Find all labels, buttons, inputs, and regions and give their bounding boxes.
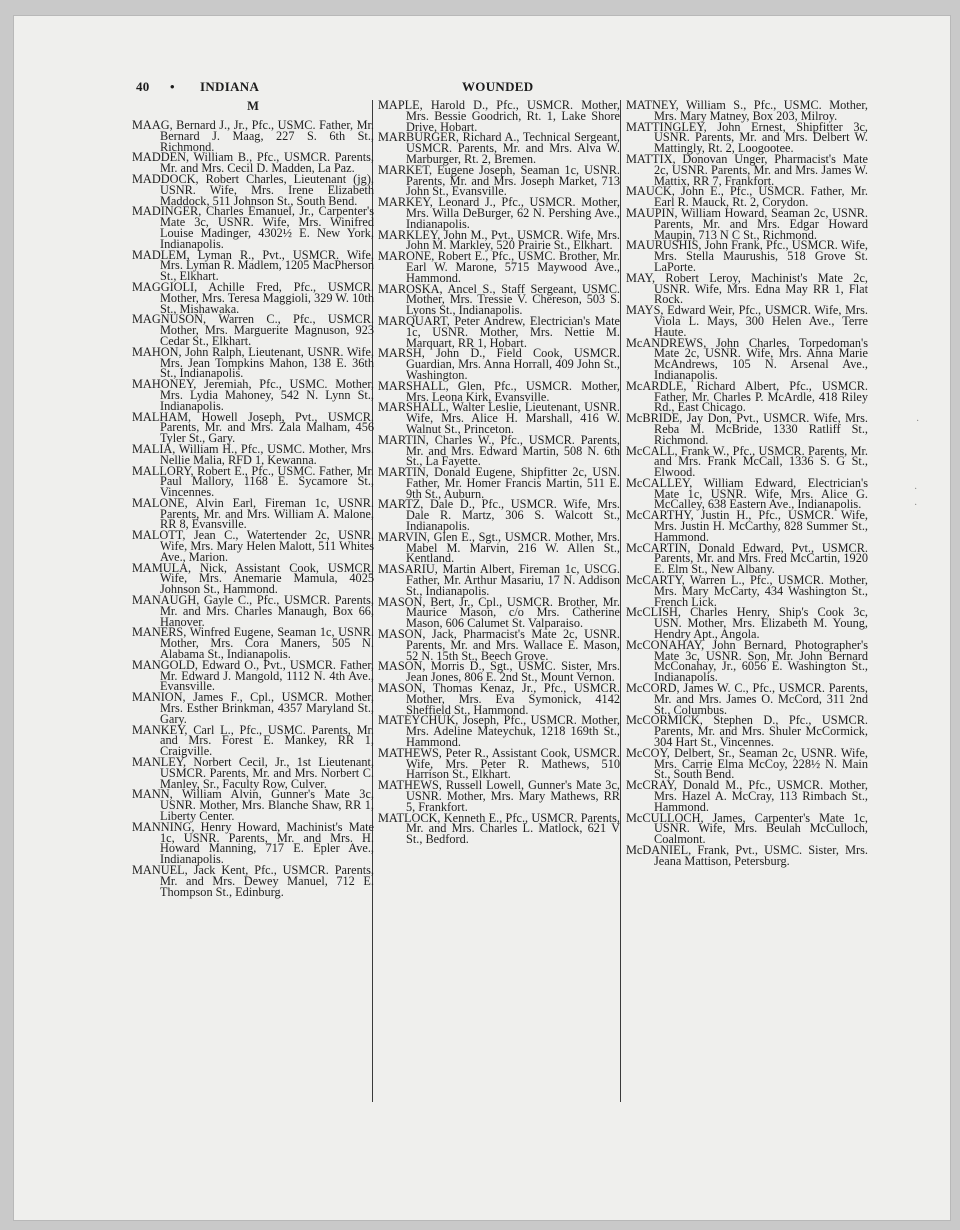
roster-entry: McCARTIN, Donald Edward, Pvt., USMCR. Parents, Mr. and Mrs. Fred McCartin, 1920 E. Elm St., New Albany.	[626, 540, 868, 577]
roster-entry: MANKEY, Carl L., Pfc., USMC. Parents, Mr. and Mrs. Forest E. Mankey, RR 1, Craigville.	[132, 722, 374, 759]
page-title: WOUNDED	[462, 79, 534, 94]
roster-entry: MARVIN, Glen E., Sgt., USMCR. Mother, Mrs. Mabel M. Marvin, 216 W. Allen St., Kentland.	[378, 529, 620, 566]
roster-entry: MARTIN, Donald Eugene, Shipfitter 2c, USN. Father, Mr. Homer Francis Martin, 511 E. 9th St., Auburn.	[378, 465, 620, 501]
roster-entry: MARKLEY, John M., Pvt., USMCR. Wife, Mrs. John M. Markley, 520 Prairie St., Elkhart.	[378, 227, 620, 253]
roster-entry: McDANIEL, Frank, Pvt., USMC. Sister, Mrs. Jeana Mattison, Petersburg.	[626, 842, 868, 868]
roster-entry: MANNING, Henry Howard, Machinist's Mate 1c, USNR. Parents, Mr. and Mrs. H. Howard Manning, 717 E. Epler Ave., Indianapolis.	[132, 819, 374, 867]
roster-entry: MARKEY, Leonard J., Pfc., USMCR. Mother, Mrs. Willa DeBurger, 62 N. Pershing Ave., Indianapolis.	[378, 195, 620, 231]
roster-entry: MARSH, John D., Field Cook, USMCR. Guardian, Mrs. Anna Horrall, 409 John St., Washington.	[378, 346, 620, 382]
roster-entry: McARDLE, Richard Albert, Pfc., USMCR. Father, Mr. Charles P. McArdle, 418 Riley Rd., East Chicago.	[626, 378, 868, 415]
roster-entry: MAGGIOLI, Achille Fred, Pfc., USMCR. Mother, Mrs. Teresa Maggioli, 329 W. 10th St., Mishawaka.	[132, 279, 374, 316]
roster-entry: MARBURGER, Richard A., Technical Sergeant, USMCR. Parents, Mr. and Mrs. Alva W. Marburger, Rt. 2, Bremen.	[378, 130, 620, 166]
roster-entry: MALIA, William H., Pfc., USMC. Mother, Mrs. Nellie Malia, RFD 1, Kewanna.	[132, 441, 374, 467]
roster-entry: McCARTY, Warren L., Pfc., USMCR. Mother, Mrs. Mary McCarty, 434 Washington St., French Lick.	[626, 573, 868, 609]
column-divider	[620, 100, 621, 1102]
column-2	[378, 100, 620, 845]
roster-entry: MAHONEY, Jeremiah, Pfc., USMC. Mother, Mrs. Lydia Mahoney, 542 N. Lynn St., Indianapolis.	[132, 377, 374, 413]
roster-entry: McCARTHY, Justin H., Pfc., USMCR. Wife, Mrs. Justin H. McCarthy, 828 Summer St., Hammond.	[626, 508, 868, 544]
roster-entry: McCORD, James W. C., Pfc., USMCR. Parents, Mr. and Mrs. James O. McCord, 311 2nd St., Columbus.	[626, 681, 868, 717]
roster-entry: MARTIN, Charles W., Pfc., USMCR. Parents, Mr. and Mrs. Edward Martin, 508 N. 6th St., La Fayette.	[378, 432, 620, 469]
roster-entry: MARSHALL, Walter Leslie, Lieutenant, USNR. Wife, Mrs. Alice H. Marshall, 416 W. Walnut St., Princeton.	[378, 400, 620, 436]
roster-entry: MAROSKA, Ancel S., Staff Sergeant, USMC. Mother, Mrs. Tressie V. Chereson, 503 S. Lyons St., Indianapolis.	[378, 281, 620, 318]
state-name: INDIANA	[200, 79, 260, 94]
page-number: 40	[136, 79, 150, 94]
roster-entry: MAPLE, Harold D., Pfc., USMCR. Mother, Mrs. Bessie Goodrich, Rt. 1, Lake Shore Drive, Hobart.	[378, 98, 620, 134]
roster-entry: MANAUGH, Gayle C., Pfc., USMCR. Parents, Mr. and Mrs. Charles Manaugh, Box 66, Hanover.	[132, 593, 374, 629]
roster-entry: MAMULA, Nick, Assistant Cook, USMCR. Wife, Mrs. Anemarie Mamula, 4025 Johnson St., Hammond.	[132, 560, 374, 597]
roster-entry: MAUPIN, William Howard, Seaman 2c, USNR. Parents, Mr. and Mrs. Edgar Howard Maupin, 713 N C St., Richmond.	[626, 205, 868, 242]
roster-entry: MALLORY, Robert E., Pfc., USMC. Father, Mr. Paul Mallory, 1168 E. Sycamore St., Vincennes.	[132, 463, 374, 500]
roster-entry: McCOY, Delbert, Sr., Seaman 2c, USNR. Wife, Mrs. Carrie Elma McCoy, 228½ N. Main St., South Bend.	[626, 745, 868, 782]
roster-entry: MARSHALL, Glen, Pfc., USMCR. Mother, Mrs. Leona Kirk, Evansville.	[378, 378, 620, 404]
header-bullet: •	[170, 79, 175, 94]
scan-speck: ·	[916, 416, 920, 427]
roster-entry: MASON, Bert, Jr., Cpl., USMCR. Brother, Mr. Maurice Mason, c/o Mrs. Catherine Mason, 606 Calumet St. Valparaiso.	[378, 594, 620, 631]
roster-entry: MAY, Robert Leroy, Machinist's Mate 2c, USNR. Wife, Mrs. Edna May RR 1, Flat Rock.	[626, 270, 868, 307]
roster-entry: MALHAM, Howell Joseph, Pvt., USMCR. Parents, Mr. and Mrs. Zala Malham, 456 Tyler St., Gary.	[132, 409, 374, 446]
roster-entry: MASON, Jack, Pharmacist's Mate 2c, USNR. Parents, Mr. and Mrs. Wallace E. Mason, 52 N. 15th St., Beech Grove.	[378, 627, 620, 663]
roster-entry: MATEYCHUK, Joseph, Pfc., USMCR. Mother, Mrs. Adeline Mateychuk, 1218 169th St., Hammond.	[378, 713, 620, 750]
roster-entry: McCALLEY, William Edward, Electrician's Mate 1c, USNR. Wife, Mrs. Alice G. McCalley, 638 Eastern Ave., Indianapolis.	[626, 475, 868, 512]
roster-entry: McCALL, Frank W., Pfc., USMCR. Parents, Mr. and Mrs. Frank McCall, 1336 S. G St., Elwood.	[626, 443, 868, 480]
roster-entry: MAGNUSON, Warren C., Pfc., USMCR. Mother, Mrs. Marguerite Magnuson, 923 Cedar St., Elkhart.	[132, 312, 374, 348]
roster-entry: McANDREWS, John Charles, Torpedoman's Mate 2c, USNR. Wife, Mrs. Anna Marie McAndrews, 105 N. Arsenal Ave., Indianapolis.	[626, 335, 868, 382]
roster-entry: MAYS, Edward Weir, Pfc., USMCR. Wife, Mrs. Viola L. Mays, 300 Helen Ave., Terre Haute.	[626, 303, 868, 339]
roster-entry: MATTIX, Donovan Unger, Pharmacist's Mate 2c, USNR. Parents, Mr. and Mrs. James W. Mattix, RR 7, Frankfort.	[626, 151, 868, 188]
column-3	[626, 100, 868, 867]
roster-entry: McCORMICK, Stephen D., Pfc., USMCR. Parents, Mr. and Mrs. Shuler McCormick, 304 Hart St., Vincennes.	[626, 713, 868, 750]
roster-entry: MASON, Morris D., Sgt., USMC. Sister, Mrs. Jean Jones, 806 E. 2nd St., Mount Vernon.	[378, 659, 620, 685]
roster-entry: MARTZ, Dale D., Pfc., USMCR. Wife, Mrs. Dale R. Martz, 306 S. Walcott St., Indianapolis.	[378, 497, 620, 534]
roster-entry: MASARIU, Martin Albert, Fireman 1c, USCG. Father, Mr. Arthur Masariu, 17 N. Addison St., Indianapolis.	[378, 562, 620, 598]
roster-entry: MANION, James F., Cpl., USMCR. Mother, Mrs. Esther Brinkman, 4357 Maryland St., Gary.	[132, 690, 374, 726]
roster-entry: MANN, William Alvin, Gunner's Mate 3c, USNR. Mother, Mrs. Blanche Shaw, RR 1, Liberty Center.	[132, 787, 374, 823]
page-header	[136, 79, 866, 97]
roster-entry: MALOTT, Jean C., Watertender 2c, USNR. Wife, Mrs. Mary Helen Malott, 511 Whites Ave., Marion.	[132, 528, 374, 564]
roster-entry: MARQUART, Peter Andrew, Electrician's Mate 1c, USNR. Mother, Mrs. Nettie M. Marquart, RR 1, Hobart.	[378, 313, 620, 350]
roster-entry: MADDEN, William B., Pfc., USMCR. Parents, Mr. and Mrs. Cecil D. Madden, La Paz.	[132, 150, 374, 176]
roster-entry: McCLISH, Charles Henry, Ship's Cook 3c, USN. Mother, Mrs. Elizabeth M. Young, Hendry Apt., Angola.	[626, 605, 868, 642]
roster-entry: MANGOLD, Edward O., Pvt., USMCR. Father, Mr. Edward J. Mangold, 1112 N. 4th Ave., Evansville.	[132, 657, 374, 694]
column-1	[132, 100, 374, 897]
scan-speck: ·	[914, 500, 918, 511]
roster-entry: McBRIDE, Jay Don, Pvt., USMCR. Wife, Mrs. Reba M. McBride, 1330 Ratliff St., Richmond.	[626, 411, 868, 447]
roster-entry: MARONE, Robert E., Pfc., USMC. Brother, Mr. Earl W. Marone, 5715 Maywood Ave., Hammond.	[378, 249, 620, 285]
roster-entry: McCONAHAY, John Bernard, Photographer's Mate 3c, USNR. Son, Mr. John Bernard McConahay, Jr., 6056 E. Washington St., Indianapolis.	[626, 637, 868, 685]
roster-entry: MANLEY, Norbert Cecil, Jr., 1st Lieutenant, USMCR. Parents, Mr. and Mrs. Norbert C. Manley, Sr., Faculty Row, Culver.	[132, 755, 374, 791]
roster-entry: MATHEWS, Peter R., Assistant Cook, USMCR. Wife, Mrs. Peter R. Mathews, 510 Harrison St., Elkhart.	[378, 745, 620, 782]
roster-entry: MADINGER, Charles Emanuel, Jr., Carpenter's Mate 3c, USNR. Wife, Mrs. Winifred Louise Madinger, 4302½ E. New York, Indianapolis.	[132, 204, 374, 251]
roster-entry: MASON, Thomas Kenaz, Jr., Pfc., USMCR. Mother, Mrs. Eva Symonick, 4142 Sheffield St., Hammond.	[378, 681, 620, 717]
section-letter: M	[247, 99, 259, 113]
roster-entry: McCULLOCH, James, Carpenter's Mate 1c, USNR. Wife, Mrs. Beulah McCulloch, Coalmont.	[626, 810, 868, 847]
roster-entry: MANUEL, Jack Kent, Pfc., USMCR. Parents, Mr. and Mrs. Dewey Manuel, 712 E. Thompson St., Edinburg.	[132, 862, 374, 899]
scan-speck: ·	[914, 484, 918, 495]
roster-entry: MAHON, John Ralph, Lieutenant, USNR. Wife, Mrs. Jean Tompkins Mahon, 138 E. 36th St., Indianapolis.	[132, 344, 374, 381]
roster-entry: MATHEWS, Russell Lowell, Gunner's Mate 3c, USNR. Mother, Mrs. Mary Mathews, RR 5, Frankfort.	[378, 778, 620, 814]
roster-entry: MAAG, Bernard J., Jr., Pfc., USMC. Father, Mr. Bernard J. Maag, 227 S. 6th St., Richmond.	[132, 118, 374, 154]
roster-entry: MATNEY, William S., Pfc., USMC. Mother, Mrs. Mary Matney, Box 203, Milroy.	[626, 98, 868, 123]
roster-entry: MATLOCK, Kenneth E., Pfc., USMCR. Parents, Mr. and Mrs. Charles L. Matlock, 621 V St., Bedford.	[378, 810, 620, 847]
roster-entry: MANERS, Winfred Eugene, Seaman 1c, USNR. Mother, Mrs. Cora Maners, 505 N. Alabama St., Indianapolis.	[132, 625, 374, 662]
roster-entry: McCRAY, Donald M., Pfc., USMCR. Mother, Mrs. Hazel A. McCray, 113 Rimbach St., Hammond.	[626, 778, 868, 814]
roster-entry: MADDOCK, Robert Charles, Lieutenant (jg), USNR. Wife, Mrs. Irene Elizabeth Maddock, 511 Johnson St., South Bend.	[132, 171, 374, 208]
roster-entry: MADLEM, Lyman R., Pvt., USMCR. Wife, Mrs. Lyman R. Madlem, 1205 MacPherson St., Elkhart.	[132, 247, 374, 284]
roster-entry: MAURUSHIS, John Frank, Pfc., USMCR. Wife, Mrs. Stella Maurushis, 518 Grove St. LaPorte.	[626, 238, 868, 274]
roster-entry: MATTINGLEY, John Ernest, Shipfitter 3c, USNR. Parents, Mr. and Mrs. Delbert W. Mattingly, Rt. 2, Loogootee.	[626, 119, 868, 156]
roster-entry: MALONE, Alvin Earl, Fireman 1c, USNR. Parents, Mr. and Mrs. William A. Malone, RR 8, Evansville.	[132, 495, 374, 532]
roster-entry: MAUCK, John E., Pfc., USMCR. Father, Mr. Earl R. Mauck, Rt. 2, Corydon.	[626, 184, 868, 210]
roster-entry: MARKET, Eugene Joseph, Seaman 1c, USNR. Parents, Mr. and Mrs. Joseph Market, 713 John St., Evansville.	[378, 162, 620, 199]
